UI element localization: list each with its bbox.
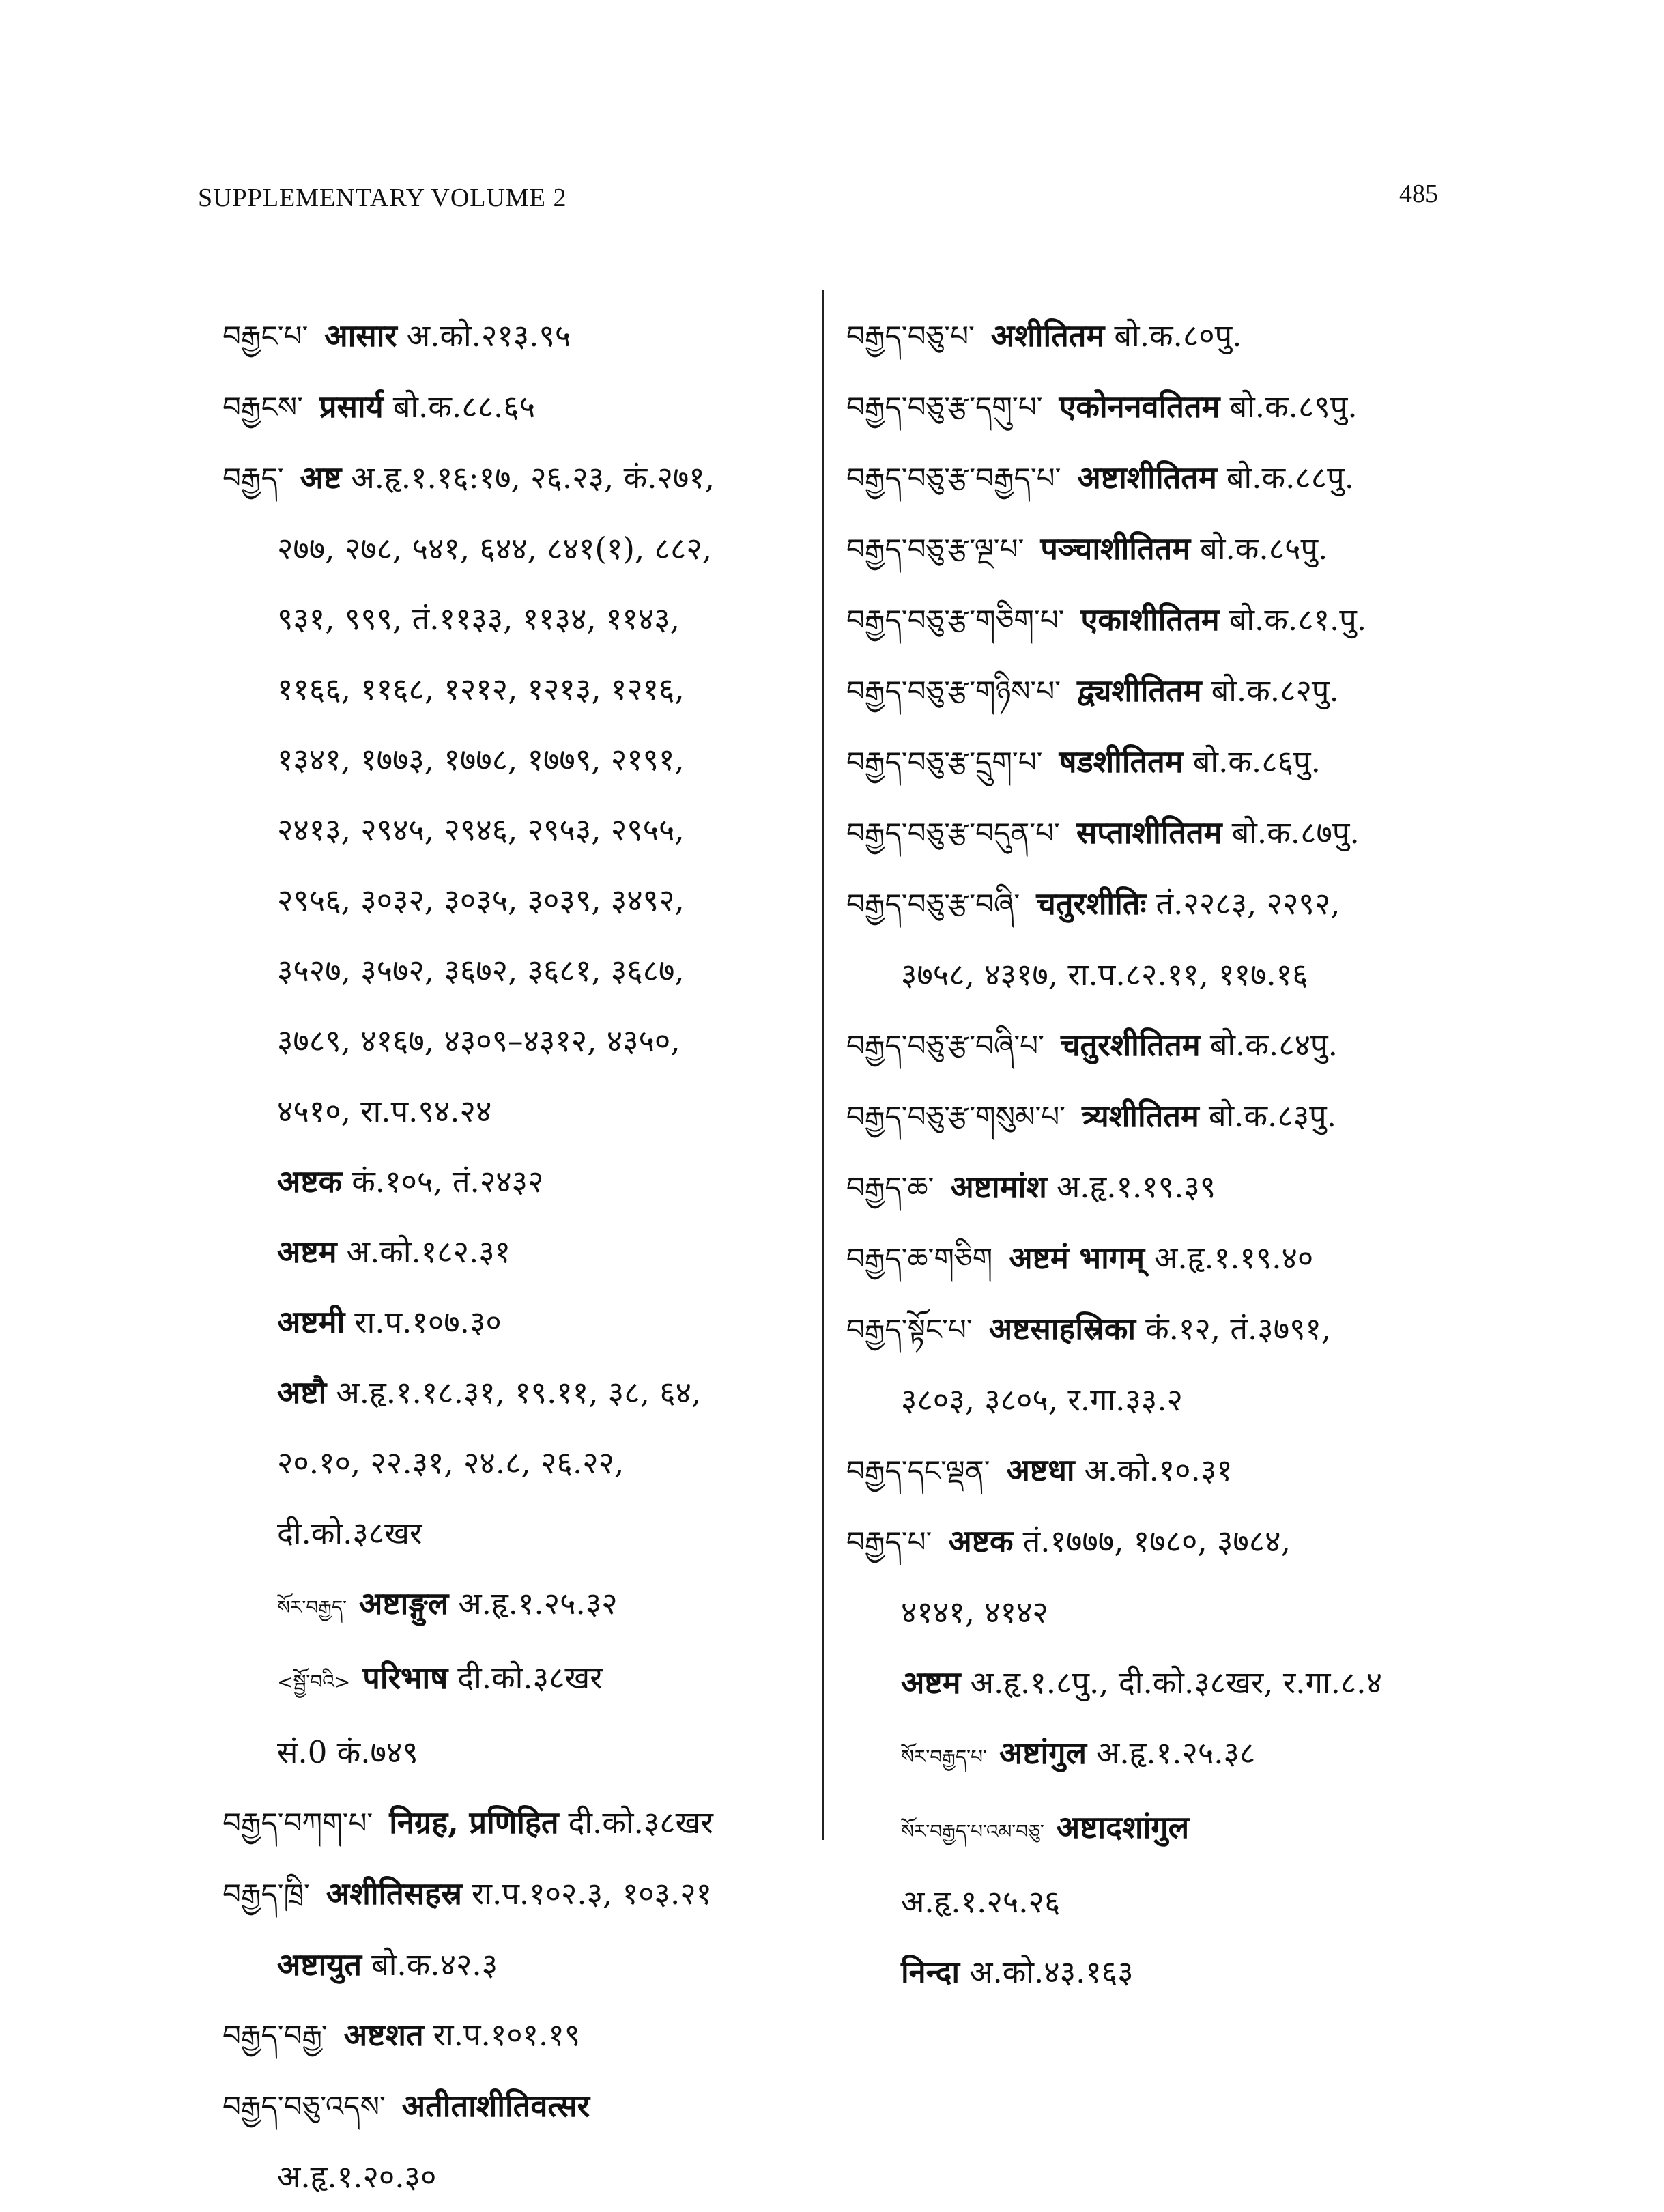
running-head: SUPPLEMENTARY VOLUME 2: [198, 184, 567, 212]
source-reference: ३५२७, ३५७२, ३६७२, ३६८१, ३६८७,: [277, 952, 685, 989]
sanskrit-equivalent: अष्ट: [300, 459, 342, 496]
tibetan-headword: བརྒྱད་བཅུ་རྩ་བཞི་: [846, 888, 1020, 921]
tibetan-subhead: སོར་བརྒྱད་པ་འམ་བཅུ་: [901, 1820, 1044, 1843]
source-reference: ११६६, ११६८, १२१२, १२१३, १२१६,: [277, 671, 685, 707]
sanskrit-equivalent: परिभाष: [362, 1660, 448, 1696]
tibetan-headword: བརྒྱད་བཅུ་རྩ་གཅིག་པ་: [846, 604, 1065, 637]
source-reference: ४१४१, ४१४२: [901, 1594, 1048, 1630]
tibetan-headword: བརྒྱད་བརྒྱ་: [223, 2019, 328, 2052]
dictionary-line: [846, 1647, 1454, 1718]
dictionary-line: [223, 1357, 809, 1428]
sanskrit-equivalent: एकाशीतितम: [1080, 601, 1220, 638]
source-reference: बो.क.८९पु.: [1229, 388, 1358, 425]
sanskrit-equivalent: अष्टशत: [343, 2017, 424, 2053]
sanskrit-equivalent: अष्टाङ्गुल: [358, 1585, 449, 1621]
dictionary-line: [223, 1076, 809, 1146]
tibetan-headword: བརྒྱད་བཅུ་རྩ་བརྒྱད་པ་: [846, 462, 1061, 495]
dictionary-line: [223, 2142, 809, 2212]
source-reference: अ.हृ.१.२५.२६: [901, 1884, 1061, 1920]
tibetan-headword: བརྒྱད་ཁྲི་: [223, 1877, 310, 1911]
source-reference: तं.१७७७, १७८०, ३७८४,: [1022, 1523, 1291, 1559]
source-reference: ३७५८, ४३१७, रा.प.८२.११, ११७.१६: [901, 956, 1308, 993]
source-reference: बो.क.४२.३: [371, 1946, 498, 1983]
source-reference: कं.१०५, तं.२४३२: [352, 1163, 544, 1200]
dictionary-line: [223, 1643, 809, 1717]
dictionary-line: [846, 300, 1454, 371]
source-reference: तं.२२८३, २२९२,: [1156, 885, 1340, 922]
dictionary-line: [846, 726, 1454, 797]
sanskrit-equivalent: अशीतिसहस्र: [326, 1875, 462, 1912]
tibetan-headword: བརྒྱད་ཆ་གཅིག: [846, 1242, 993, 1275]
source-reference: अ.को.२१३.९५: [406, 317, 571, 354]
source-reference: रा.प.१०१.१९: [433, 2017, 581, 2053]
sanskrit-equivalent: निन्दा: [901, 1954, 960, 1990]
dictionary-line: [223, 1929, 809, 2000]
dictionary-line: [223, 1428, 809, 1498]
sanskrit-equivalent: अष्टामांश: [950, 1169, 1047, 1205]
source-reference: बो.क.८४पु.: [1209, 1027, 1338, 1063]
sanskrit-equivalent: अष्टक: [948, 1523, 1014, 1559]
source-reference: अ.हृ.१.१६:१७, २६.२३, कं.२७१,: [351, 459, 715, 496]
source-reference: ३८०३, ३८०५, र.गा.३३.२: [901, 1382, 1183, 1418]
source-reference: सं.0 कं.७४९: [277, 1734, 418, 1770]
dictionary-line: [846, 868, 1454, 939]
dictionary-line: [223, 2071, 809, 2142]
tibetan-headword: བརྒྱད་བཅུ་རྩ་དྲུག་པ་: [846, 746, 1043, 779]
dictionary-line: [223, 1006, 809, 1076]
source-reference: बो.क.८६पु.: [1192, 743, 1321, 780]
tibetan-headword: བརྒྱད་བཅུ་པ་: [846, 320, 975, 353]
tibetan-headword: བརྒྱད་དང་ལྡན་: [846, 1454, 990, 1488]
source-reference: बो.क.८७पु.: [1231, 814, 1360, 851]
tibetan-headword: བརྒྱད་: [223, 462, 284, 495]
source-reference: अ.को.४३.१६३: [969, 1954, 1134, 1990]
dictionary-line: [846, 939, 1454, 1010]
tibetan-subhead: སོར་བརྒྱད་: [277, 1596, 347, 1619]
right-column: [846, 300, 1454, 2007]
sanskrit-equivalent: निग्रह, प्रणिहित: [389, 1804, 559, 1841]
dictionary-line: [846, 1577, 1454, 1647]
source-reference: बो.क.८८.६५: [392, 388, 536, 425]
dictionary-line: [846, 1937, 1454, 2007]
source-reference: दी.को.३८खर: [568, 1804, 713, 1841]
dictionary-line: [846, 655, 1454, 726]
tibetan-headword: བརྒྱད་བཅུ་རྩ་དགུ་པ་: [846, 391, 1043, 424]
dictionary-line: [846, 1152, 1454, 1223]
sanskrit-equivalent: अष्टादशांगुल: [1056, 1809, 1190, 1845]
source-reference: अ.हृ.१.२०.३०: [277, 2159, 437, 2195]
tibetan-headword: བརྒྱད་བཅུ་རྩ་གཉིས་པ་: [846, 675, 1061, 708]
source-reference: अ.हृ.१.२५.३८: [1095, 1735, 1256, 1771]
source-reference: रा.प.१०२.३, १०३.२१: [472, 1875, 713, 1912]
source-reference: बो.क.८८पु.: [1226, 459, 1355, 496]
dictionary-line: [846, 1718, 1454, 1792]
dictionary-line: [223, 1287, 809, 1357]
sanskrit-equivalent: आसार: [324, 317, 397, 354]
tibetan-headword: བརྒྱངས་: [223, 391, 303, 424]
sanskrit-equivalent: अष्टमं भागम्: [1009, 1240, 1145, 1276]
dictionary-line: [223, 865, 809, 935]
sanskrit-equivalent: चतुरशीतिः: [1036, 885, 1147, 922]
source-reference: दी.को.३८खर: [457, 1660, 603, 1696]
source-reference: २०.१०, २२.३१, २४.८, २६.२२,: [277, 1445, 625, 1481]
dictionary-line: [223, 1717, 809, 1787]
tibetan-subhead: <སྦྱོ་བའི>: [277, 1671, 351, 1693]
dictionary-line: [846, 1435, 1454, 1506]
dictionary-line: [223, 300, 809, 371]
dictionary-line: [846, 1365, 1454, 1435]
source-reference: अ.को.१०.३१: [1084, 1452, 1233, 1488]
dictionary-line: [846, 513, 1454, 584]
source-reference: ३७८९, ४१६७, ४३०९–४३१२, ४३५०,: [277, 1023, 680, 1059]
source-reference: २४१३, २९४५, २९४६, २९५३, २९५५,: [277, 812, 685, 848]
source-reference: ९३१, ९९९, तं.११३३, ११३४, ११४३,: [277, 601, 680, 637]
dictionary-line: [846, 1506, 1454, 1577]
sanskrit-equivalent: अष्टाशीतितम: [1077, 459, 1217, 496]
tibetan-headword: བརྒྱད་པ་: [846, 1525, 932, 1559]
dictionary-line: [223, 2000, 809, 2071]
sanskrit-equivalent: त्र्यशीतितम: [1082, 1098, 1199, 1134]
dictionary-line: [223, 795, 809, 865]
source-reference: अ.को.१८२.३१: [346, 1234, 511, 1270]
dictionary-line: [846, 1081, 1454, 1152]
dictionary-line: [223, 935, 809, 1006]
dictionary-line: [223, 1858, 809, 1929]
column-divider: [822, 290, 824, 1840]
dictionary-line: [846, 442, 1454, 513]
source-reference: बो.क.८२पु.: [1211, 672, 1339, 709]
source-reference: बो.क.८३पु.: [1208, 1098, 1337, 1134]
sanskrit-equivalent: पञ्चाशीतितम: [1040, 530, 1191, 567]
source-reference: बो.क.८०पु.: [1114, 317, 1242, 354]
source-reference: अ.हृ.१.२५.३२: [458, 1585, 618, 1621]
source-reference: बो.क.८१.पु.: [1229, 601, 1367, 638]
sanskrit-equivalent: अष्टायुत: [277, 1946, 362, 1983]
dictionary-line: [223, 1146, 809, 1217]
dictionary-line: [846, 371, 1454, 442]
tibetan-headword: བརྒྱད་བཅུ་རྩ་བཞི་པ་: [846, 1029, 1044, 1062]
tibetan-subhead: སོར་བརྒྱད་པ་: [901, 1746, 987, 1768]
dictionary-line: [223, 654, 809, 724]
dictionary-line: [846, 1223, 1454, 1294]
sanskrit-equivalent: अष्टक: [277, 1163, 343, 1200]
dictionary-line: [846, 1792, 1454, 1867]
left-column: [223, 300, 809, 2212]
source-reference: ४५१०, रा.प.९४.२४: [277, 1093, 492, 1129]
tibetan-headword: བརྒྱད་ཆ་: [846, 1171, 934, 1204]
dictionary-line: [223, 724, 809, 795]
dictionary-line: [846, 1294, 1454, 1365]
sanskrit-equivalent: अष्टांगुल: [999, 1735, 1087, 1771]
sanskrit-equivalent: अशीतितम: [990, 317, 1105, 354]
dictionary-line: [846, 797, 1454, 868]
source-reference: अ.हृ.१.८पु., दी.को.३८खर, र.गा.८.४: [970, 1664, 1382, 1701]
source-reference: १३४१, १७७३, १७७८, १७७९, २१९१,: [277, 741, 685, 778]
tibetan-headword: བརྒྱད་སྟོང་པ་: [846, 1313, 973, 1346]
dictionary-line: [846, 584, 1454, 655]
tibetan-headword: བརྒྱད་བཅུ་རྩ་བདུན་པ་: [846, 817, 1060, 850]
sanskrit-equivalent: अष्टमी: [277, 1304, 345, 1340]
source-reference: अ.हृ.१.१८.३१, १९.११, ३८, ६४,: [336, 1374, 702, 1410]
dictionary-line: [223, 584, 809, 654]
tibetan-headword: བརྒྱད་བཅུ་རྩ་གསུམ་པ་: [846, 1100, 1066, 1133]
source-reference: कं.१२, तं.३७९१,: [1145, 1311, 1332, 1347]
sanskrit-equivalent: अष्टौ: [277, 1374, 327, 1410]
source-reference: रा.प.१०७.३०: [354, 1304, 502, 1340]
tibetan-headword: བརྒྱད་བཅུ་འདས་: [223, 2090, 386, 2123]
dictionary-line: [223, 371, 809, 442]
tibetan-headword: བརྒྱད་བཅུ་རྩ་ལྔ་པ་: [846, 533, 1024, 566]
source-reference: दी.को.३८खर: [277, 1515, 422, 1551]
source-reference: २९५६, ३०३२, ३०३५, ३०३९, ३४९२,: [277, 882, 685, 918]
dictionary-line: [223, 1498, 809, 1568]
sanskrit-equivalent: अष्टसाहस्रिका: [988, 1311, 1136, 1347]
sanskrit-equivalent: एकोननवतितम: [1059, 388, 1220, 425]
page-number: 485: [1399, 180, 1438, 208]
source-reference: अ.हृ.१.१९.४०: [1153, 1240, 1314, 1276]
sanskrit-equivalent: अष्टधा: [1006, 1452, 1075, 1488]
sanskrit-equivalent: अष्टम: [277, 1234, 337, 1270]
tibetan-headword: བརྒྱད་བཀག་པ་: [223, 1806, 373, 1840]
source-reference: अ.हृ.१.१९.३९: [1056, 1169, 1216, 1205]
dictionary-line: [223, 1568, 809, 1643]
dictionary-line: [223, 1217, 809, 1287]
sanskrit-equivalent: प्रसार्य: [319, 388, 384, 425]
sanskrit-equivalent: सप्ताशीतितम: [1076, 814, 1222, 851]
sanskrit-equivalent: चतुरशीतितम: [1060, 1027, 1201, 1063]
dictionary-line: [846, 1867, 1454, 1937]
sanskrit-equivalent: षडशीतितम: [1059, 743, 1184, 780]
source-reference: बो.क.८५पु.: [1200, 530, 1328, 567]
dictionary-line: [846, 1010, 1454, 1081]
sanskrit-equivalent: द्व्यशीतितम: [1077, 672, 1202, 709]
sanskrit-equivalent: अतीताशीतिवत्सर: [401, 2088, 590, 2124]
tibetan-headword: བརྒྱང་པ་: [223, 320, 309, 353]
dictionary-line: [223, 442, 809, 513]
dictionary-line: [223, 1787, 809, 1858]
dictionary-line: [223, 513, 809, 584]
source-reference: २७७, २७८, ५४१, ६४४, ८४१(१), ८८२,: [277, 530, 713, 567]
sanskrit-equivalent: अष्टम: [901, 1664, 961, 1701]
